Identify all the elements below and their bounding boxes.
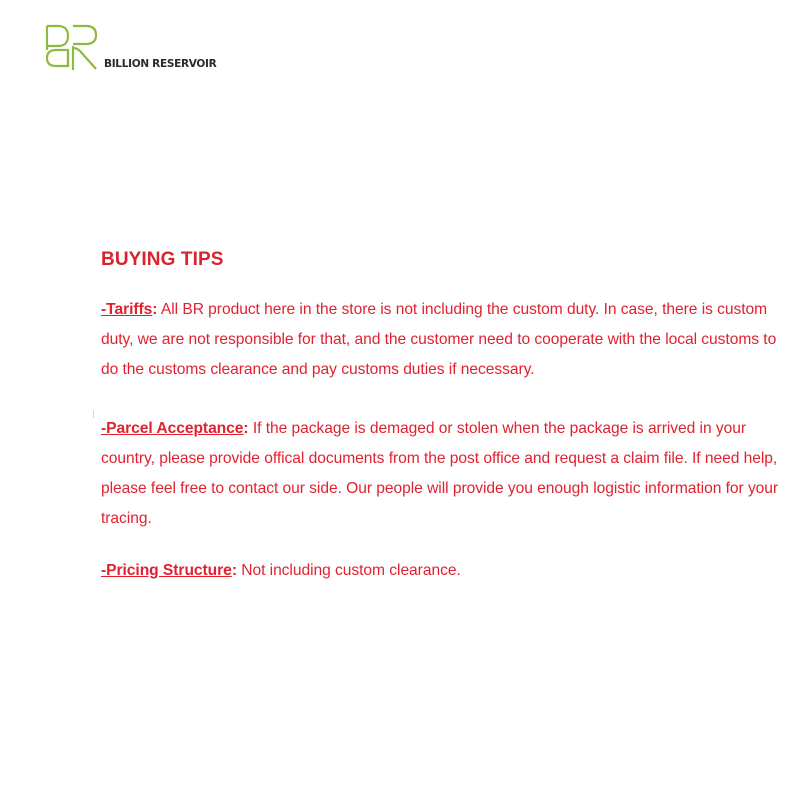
tariffs-text: All BR product here in the store is not including the custom duty. In case, there is custom duty, we are not responsible for that, and the customer need to cooperate with the local customs to do the customs clearance and pay customs duties if necessary. <box>101 301 777 378</box>
tariffs-paragraph <box>101 295 791 385</box>
page-title: BUYING TIPS <box>101 249 224 270</box>
tariffs-label: -Tariffs <box>101 301 153 318</box>
stray-mark <box>93 410 94 418</box>
buying-tips-document <box>101 249 791 586</box>
brand-name: BILLION RESERVOIR <box>104 58 217 70</box>
pricing-structure-paragraph <box>101 556 791 586</box>
pricing-structure-label: -Pricing Structure <box>101 562 232 579</box>
parcel-acceptance-text: If the package is demaged or stolen when the package is arrived in your country, please provide offical documents from the post office and request a claim file. If need help, please feel free to contact our side. Our people will provide you enough logistic information for your tracing. <box>101 420 779 527</box>
pricing-structure-text: Not including custom clearance. <box>236 562 461 579</box>
parcel-acceptance-paragraph <box>101 414 791 534</box>
br-monogram-icon <box>44 24 100 72</box>
parcel-acceptance-label: -Parcel Acceptance <box>101 420 244 437</box>
tariffs-colon: : <box>152 301 158 318</box>
parcel-acceptance-colon: : <box>243 420 249 437</box>
brand-logo <box>44 24 244 74</box>
pricing-structure-colon: : <box>231 562 237 579</box>
